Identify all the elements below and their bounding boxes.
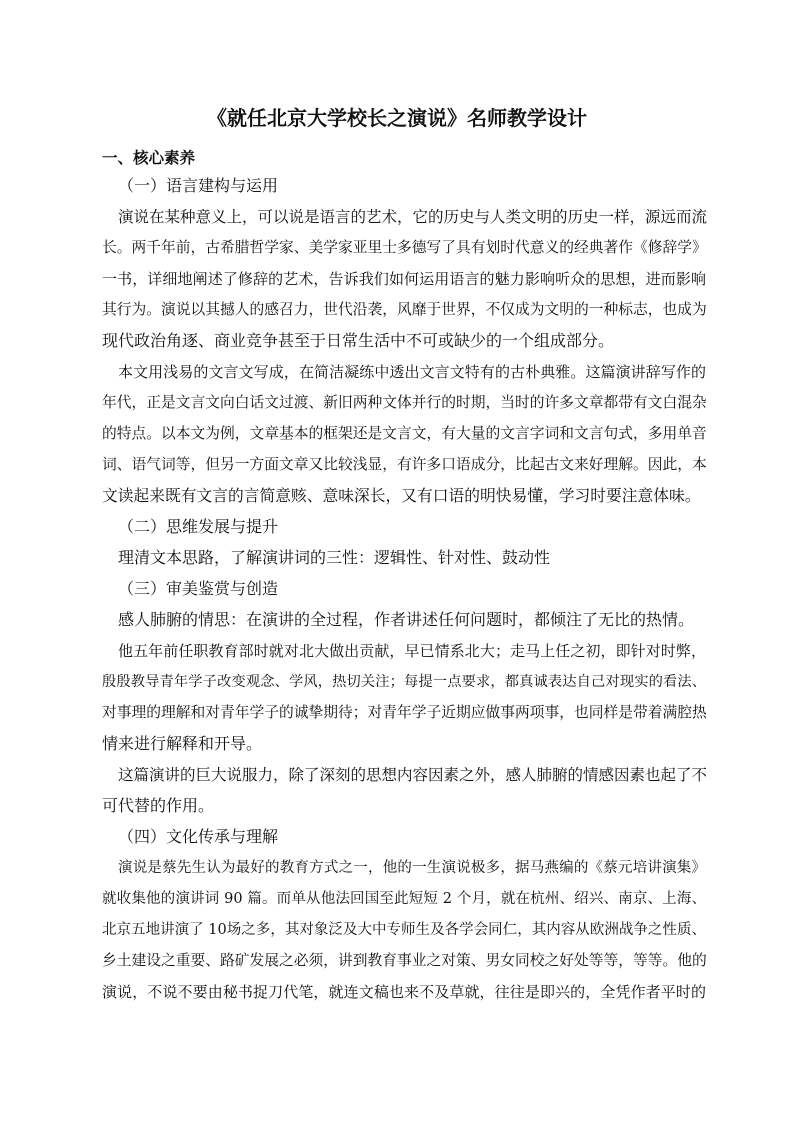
paragraph-line: 理清文本思路，了解演讲词的三性：逻辑性、针对性、鼓动性 — [118, 548, 551, 567]
paragraph-line: 乡土建设之重要、路矿发展之必须，讲到教育事业之对策、男女同校之好处等等，等等。他的 — [102, 952, 707, 969]
paragraph-line: 演说，不说不要由秘书捉刀代笔，就连文稿也来不及草就，往往是即兴的，全凭作者平时的 — [102, 983, 706, 1001]
paragraph-line: 演说是蔡先生认为最好的教育方式之一，他的一生演说极多，据马燕编的《蔡元培讲演集》 — [118, 860, 706, 876]
paragraph-line: 就收集他的演讲词 90 篇。而单从他法回国至此短短 2 个月，就在杭州、绍兴、南京、上海、 — [102, 891, 706, 907]
paragraph-line: 现代政治角逐、商业竞争甚至于日常生活中不可或缺少的一个组成部分。 — [102, 331, 615, 350]
paragraph-line: 这篇演讲的巨大说服力，除了深刻的思想内容因素之外，感人肺腑的情感因素也起了不 — [118, 766, 708, 784]
subheading-culture: （四）文化传承与理解 — [118, 827, 279, 846]
paragraph-line: 演说在某种意义上，可以说是语言的艺术，它的历史与人类文明的历史一样，源远而流 — [118, 208, 708, 226]
paragraph-line: 殷殷教导青年学子改变观念、学风，热切关注；每提一点要求，都真诚表达自己对现实的看法、 — [102, 674, 706, 690]
paragraph-line: 的特点。以本文为例，文章基本的框架还是文言文，有大量的文言字词和文言句式，多用单音 — [102, 425, 707, 442]
subheading-aesthetics: （三）审美鉴赏与创造 — [118, 579, 279, 598]
paragraph-line: 长。两千年前，古希腊哲学家、美学家亚里士多德写了具有划时代意义的经典著作《修辞学》 — [102, 239, 707, 256]
paragraph-line: 可代替的作用。 — [102, 796, 215, 815]
paragraph-line: 本文用浅易的文言文写成，在简洁凝练中透出文言文特有的古朴典雅。这篇演讲辞写作的 — [118, 363, 706, 381]
paragraph-line: 文读起来既有文言的言简意赅、意味深长，又有口语的明快易懂，学习时要注意体味。 — [102, 486, 701, 505]
section-heading-core-literacy: 一、核心素养 — [102, 148, 196, 167]
subheading-thinking: （二）思维发展与提升 — [118, 517, 279, 536]
paragraph-line: 感人肺腑的情思：在演讲的全过程，作者讲述任何问题时，都倾注了无比的热情。 — [118, 610, 695, 629]
paragraph-line: 北京五地讲演了 10场之多，其对象泛及大中专师生及各学会同仁，其内容从欧洲战争之性质、 — [102, 922, 706, 938]
paragraph-line: 其行为。演说以其撼人的感召力，世代沿袭，风靡于世界，不仅成为文明的一种标志，也成为 — [102, 301, 707, 318]
paragraph-line: 情来进行解释和开导。 — [102, 734, 263, 753]
paragraph-line: 对事理的理解和对青年学子的诚挚期待；对青年学子近期应做事两项事，也同样是带着满腔热 — [102, 704, 707, 721]
document-title: 《就任北京大学校长之演说》名师教学设计 — [207, 106, 587, 130]
paragraph-line: 他五年前任职教育部时就对北大做出贡献，早已情系北大；走马上任之初，即针对时弊， — [118, 642, 706, 660]
paragraph-line: 词、语气词等，但另一方面文章又比较浅显，有许多口语成分，比起古文来好理解。因此，本 — [102, 456, 707, 473]
subheading-language: （一）语言建构与运用 — [118, 176, 279, 195]
paragraph-line: 一书，详细地阐述了修辞的艺术，告诉我们如何运用语言的魅力影响听众的思想，进而影响 — [102, 270, 706, 288]
paragraph-line: 年代，正是文言文向白话文过渡、新旧两种文体并行的时期，当时的许多文章都带有文白混杂 — [102, 394, 707, 411]
